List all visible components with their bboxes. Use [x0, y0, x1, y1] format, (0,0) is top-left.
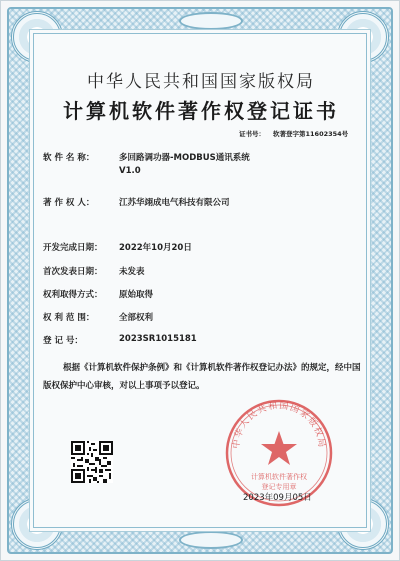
- certificate-number-value: 软著登字第11602354号: [273, 130, 349, 138]
- edge-ornament: [179, 531, 243, 549]
- field-value: 原始取得: [119, 290, 154, 300]
- field-rights-scope: [43, 311, 153, 323]
- field-label: 首次发表日期：: [43, 267, 103, 277]
- field-value: 全部权利: [119, 313, 154, 323]
- field-label: 权 利 范 围：: [43, 313, 95, 323]
- field-value: 未发表: [119, 267, 145, 277]
- registration-statement-text: 根据《计算机软件保护条例》和《计算机软件著作权登记办法》的规定，经中国版权保护中心审核，对以上事项予以登记。: [43, 363, 361, 391]
- seal-inner-text-2: 登记专用章: [261, 483, 297, 491]
- seal-inner-text: 计算机软件著作权: [251, 473, 307, 481]
- seal-ring-text: 中华人民共和国国家版权局: [231, 401, 327, 450]
- field-value: 江苏华翊成电气科技有限公司: [119, 198, 230, 208]
- certificate-title: 计算机软件著作权登记证书: [63, 99, 339, 123]
- certificate-number: [239, 129, 348, 138]
- field-label: 开发完成日期：: [43, 243, 103, 253]
- field-value: 2023SR1015181: [119, 334, 197, 344]
- field-value: 2022年10月20日: [119, 243, 192, 253]
- field-value-version: V1.0: [119, 166, 141, 176]
- field-label: 著 作 权 人：: [43, 198, 95, 208]
- field-publication-date: [43, 265, 145, 277]
- field-completion-date: [43, 241, 192, 253]
- field-label: 权利取得方式：: [43, 290, 103, 300]
- issue-date: 2023年09月05日: [243, 493, 312, 503]
- certificate-number-label: 证书号：: [239, 130, 265, 138]
- field-registration-number: [43, 334, 197, 346]
- field-label: 登 记 号：: [43, 336, 83, 346]
- field-label: 软 件 名 称：: [43, 153, 95, 163]
- registration-statement: [43, 359, 361, 395]
- field-software-name: [43, 151, 250, 176]
- issuer-title: 中华人民共和国国家版权局: [87, 72, 315, 92]
- qr-code-icon: [71, 441, 113, 483]
- field-value: 多回路调功器-MODBUS通讯系统: [119, 153, 250, 163]
- edge-ornament: [179, 12, 243, 30]
- field-copyright-owner: [43, 196, 230, 208]
- field-acquisition-method: [43, 288, 153, 300]
